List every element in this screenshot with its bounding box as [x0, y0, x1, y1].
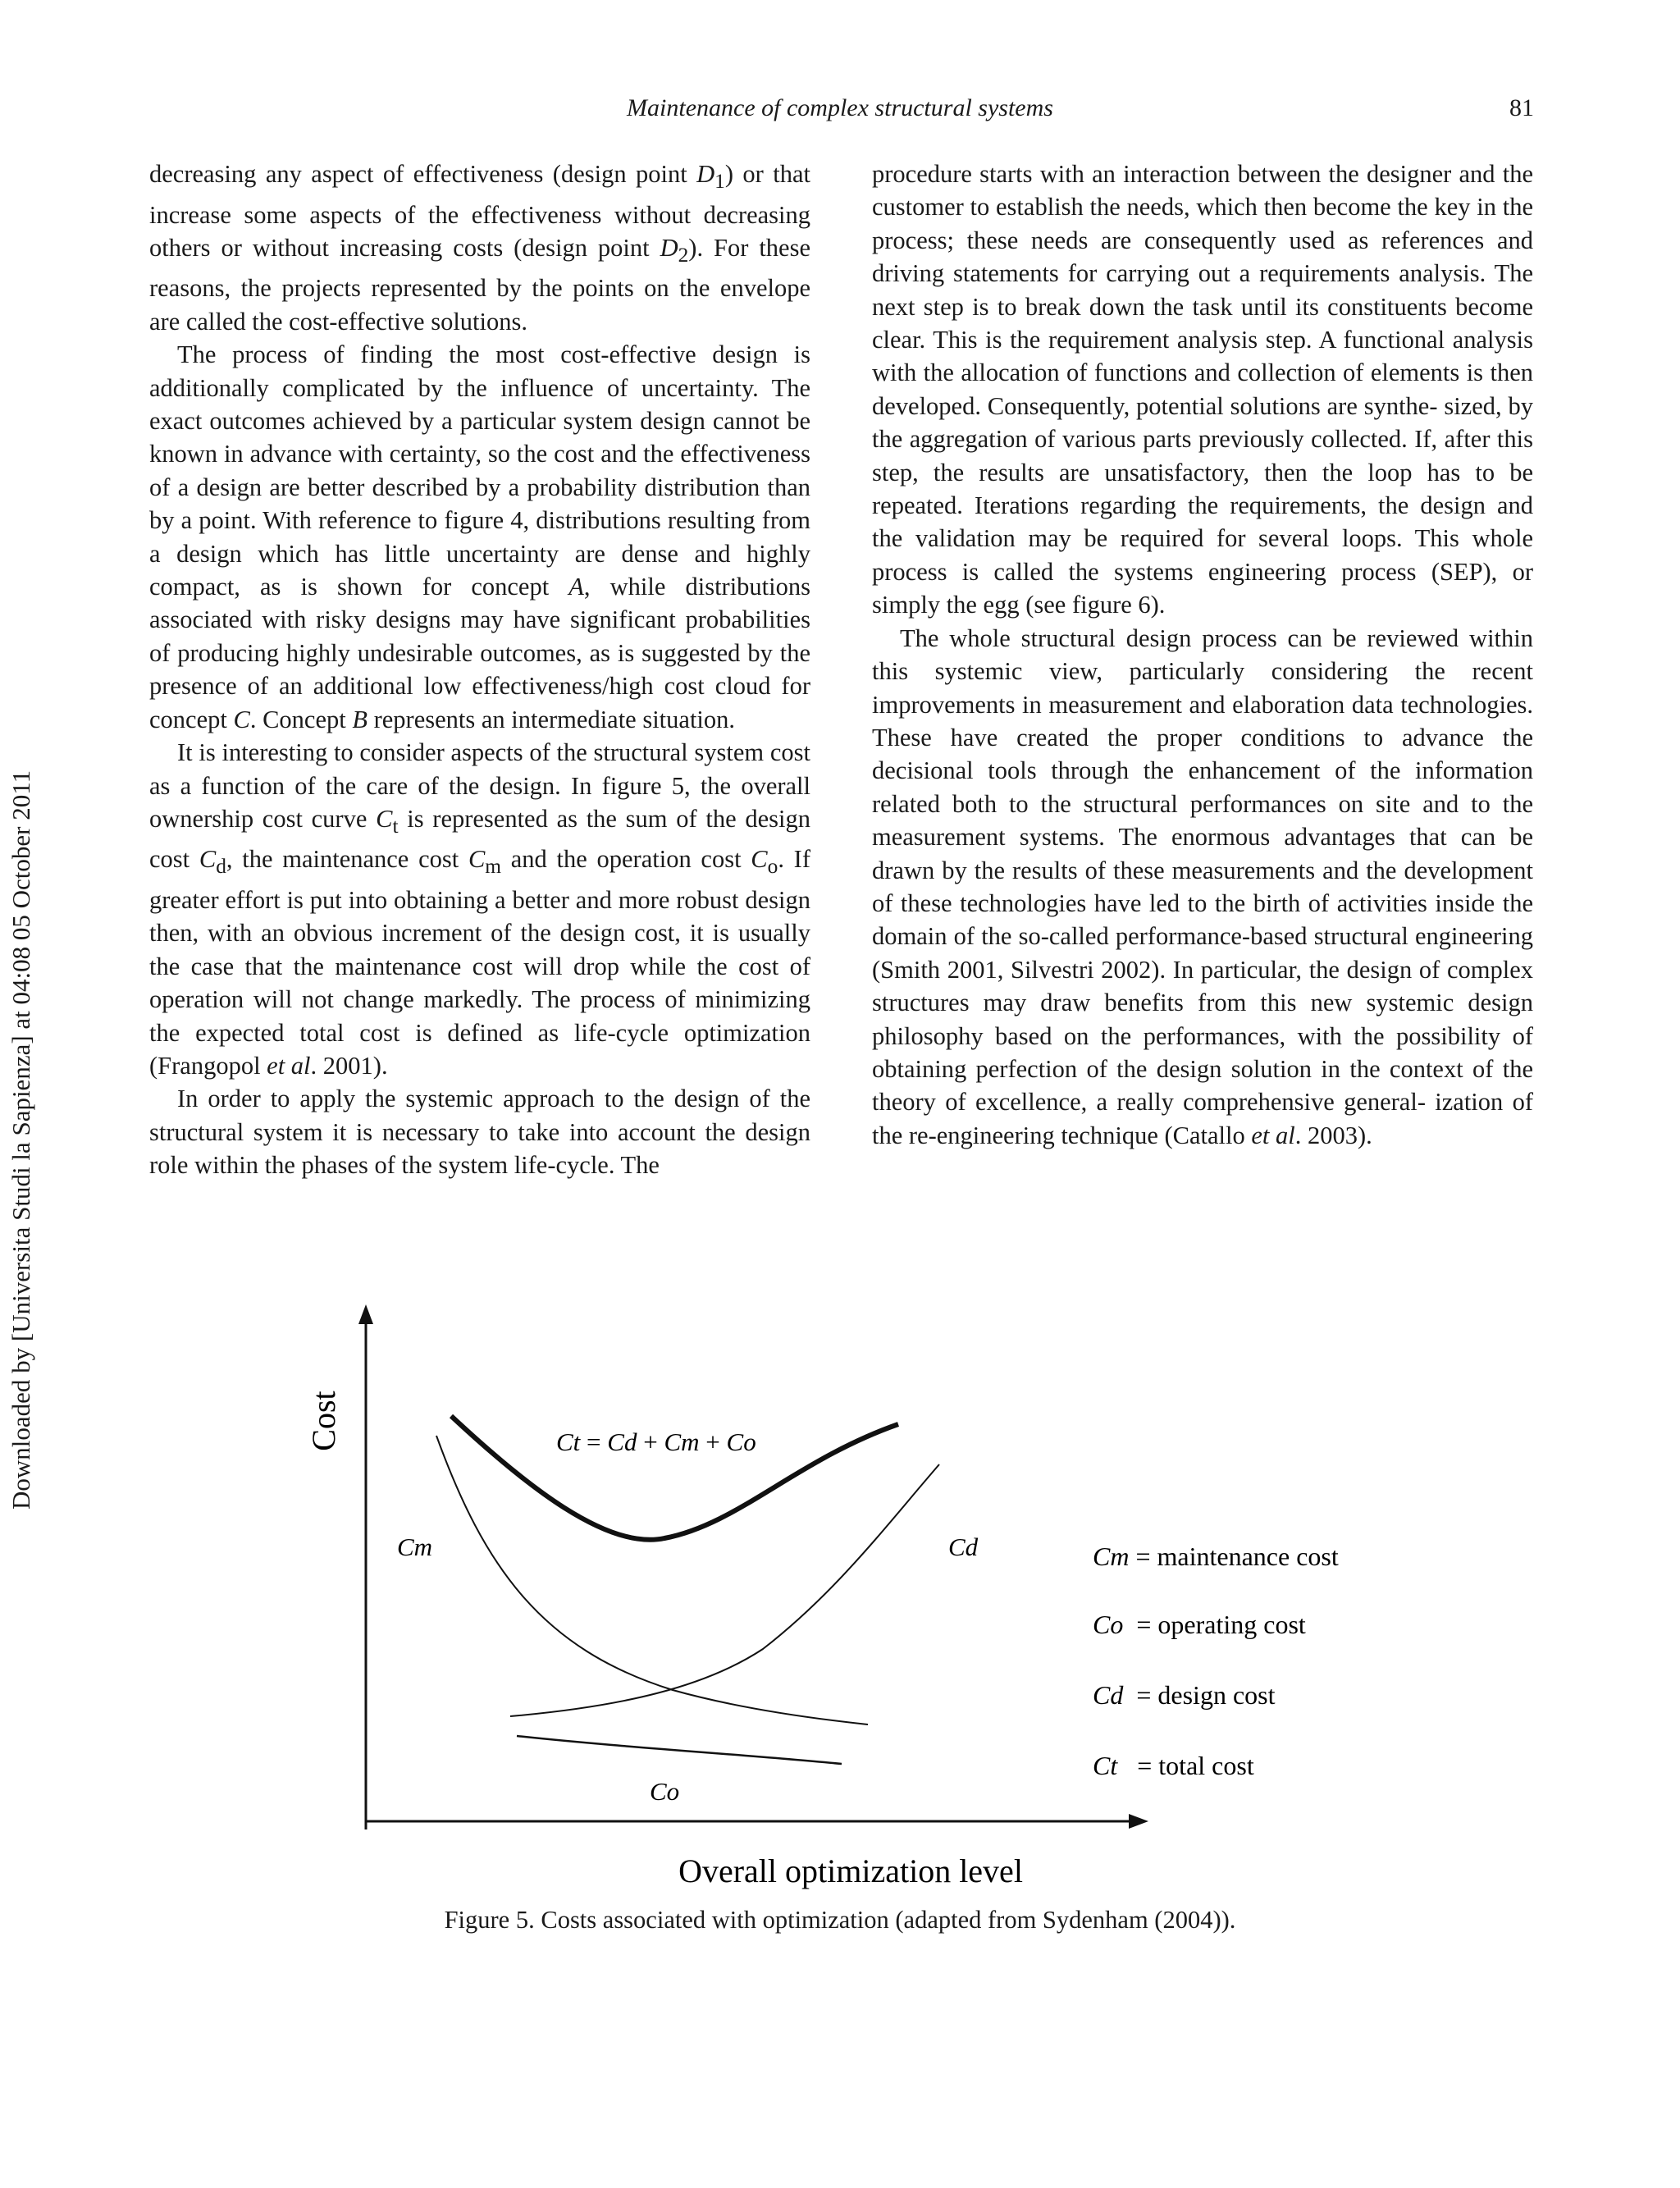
total-cost-equation: Ct = Cd + Cm + Co: [556, 1427, 756, 1456]
figure-5: [295, 1304, 1411, 1895]
running-head-title: Maintenance of complex structural systems: [627, 94, 1053, 121]
figure-caption: Figure 5. Costs associated with optimization (adapted from Sydenham (2004)).: [444, 1906, 1236, 1934]
paragraph: It is interesting to consider aspects of the structural system cost as a function of the care of the design. In figure 5, the overall ownership cost curve $C_t$ is represented as the sum of the design cost $C_d$, the maintenance cost $C_m$ and the operation cost $C_o$. If greater effort is put into obtaining a better and more robust design then, with an obvious increment of the design cost, it is usually the case that the maintenance cost will drop while the cost of operation will not change markedly. The process of minimizing the expected total cost is defined as life-cycle optimization (Frangopol et al. 2001).: [149, 738, 810, 1080]
legend-item: Co = operating cost: [1093, 1610, 1306, 1639]
paragraph: In order to apply the systemic approach to the design of the structural system it is necessary to take into account the design role within the phases of the system life-cycle. The: [149, 1085, 810, 1180]
maintenance-curve-label: Cm: [397, 1533, 433, 1561]
paragraph: decreasing any aspect of effectiveness (design point $D_1$) or that increase some aspects of the effectiveness without decreasing others or without increasing costs (design point $D_2$). For these reasons, the projects represented by the points on the envelope are called the cost-effective solutions.: [149, 160, 810, 336]
legend-item: Cd = design cost: [1093, 1680, 1276, 1710]
download-watermark-text: Downloaded by [Universita Studi la Sapienza] at 04:08 05 October 2011: [7, 770, 35, 1510]
page-number: 81: [1509, 94, 1534, 121]
design-curve-label: Cd: [948, 1533, 979, 1561]
operating-curve-label: Co: [650, 1777, 680, 1806]
left-column: [149, 158, 810, 1182]
paragraph: The process of finding the most cost-effective design is additionally complicated by the influence of uncertainty. The exact outcomes achieved by a particular system design cannot be known in advance with certainty, so the cost and the effectiveness of a design are better described by a probability distribution than by a point. With reference to figure 4, distributions resulting from a design which has little uncertainty are dense and highly compact, as is shown for concept A, while distributions associated with risky designs may have significant probabilities of producing highly undesirable outcomes, as is suggested by the presence of an additional low effectiveness/high cost cloud for concept C. Concept B represents an intermediate situation.: [149, 340, 811, 733]
design-cost-curve: [510, 1464, 939, 1716]
download-watermark: [5, 770, 38, 1542]
x-axis-arrow: [1129, 1814, 1148, 1829]
y-axis-arrow: [358, 1304, 373, 1324]
legend-item: Cm = maintenance cost: [1093, 1542, 1339, 1571]
maintenance-cost-curve: [436, 1436, 868, 1724]
legend-item: Ct = total cost: [1093, 1751, 1254, 1780]
paragraph: procedure starts with an interaction between the designer and the customer to establish the needs, which then become the key in the process; these needs are consequently used as references and driving statements for carrying out a requirements analysis. The next step is to break down the task until its constituents become clear. This is the requirement analysis step. A functional analysis with the allocation of functions and collection of elements is then developed. Consequently, potential solutions are synthe- sized, by the aggregation of various parts previously collected. If, after this step, the results are unsatisfactory, then the loop has to be repeated. Iterations regarding the requirements, the design and the validation may be required for several loops. This whole process is called the systems engineering process (SEP), or simply the egg (see figure 6).: [872, 160, 1533, 619]
legend: [1093, 1542, 1339, 1780]
paragraph: The whole structural design process can be reviewed within this systemic view, particularly considering the recent improvements in measurement and elaboration data technologies. These have created the proper conditions to advance the decisional tools through the enhancement of the information related both to the structural performances on site and to the measurement systems. The enormous advantages that can be drawn by the results of these measurements and the development of these technologies have led to the birth of activities inside the domain of the so-called performance-based structural engineering (Smith 2001, Silvestri 2002). In particular, the design of complex structures may draw benefits from this new systemic design philosophy based on the performances, with the possibility of obtaining perfection of the design solution in the context of the theory of excellence, a really comprehensive general- ization of the re-engineering technique (Catallo et al. 2003).: [872, 624, 1533, 1149]
cost-diagram: [295, 1304, 1411, 1895]
y-axis-label: Cost: [305, 1391, 342, 1451]
right-column: [872, 158, 1533, 1152]
x-axis-label: Overall optimization level: [678, 1852, 1023, 1889]
operating-cost-curve: [517, 1736, 842, 1764]
running-head: [0, 92, 1680, 125]
